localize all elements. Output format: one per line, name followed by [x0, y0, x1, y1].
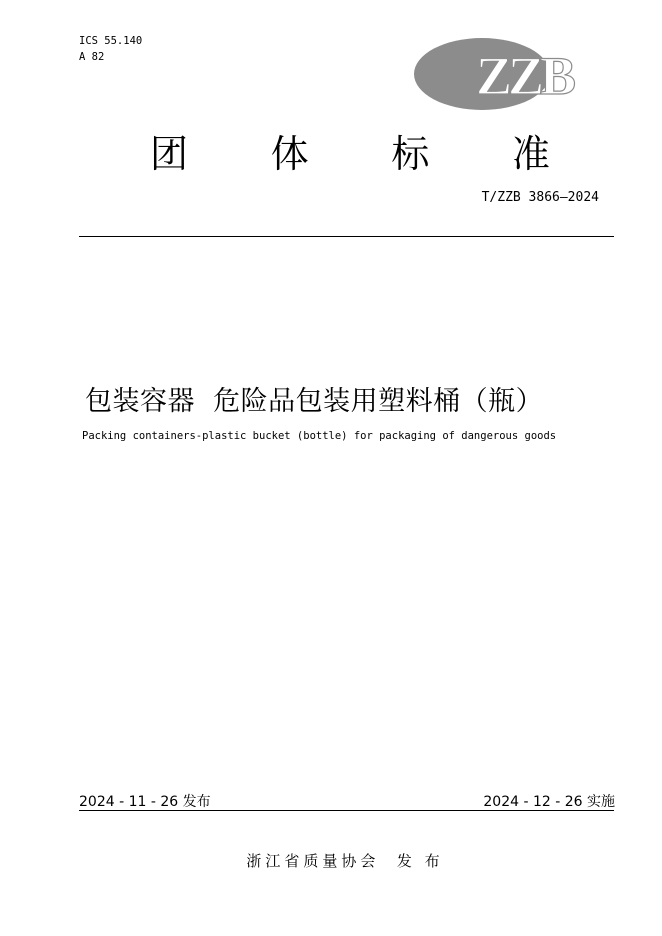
implementation-date: 2024 - 12 - 26 实施	[483, 794, 615, 810]
standard-type-char: 准	[511, 132, 550, 176]
footer-divider	[79, 810, 614, 811]
classification-codes	[79, 33, 142, 65]
header-divider	[79, 236, 614, 237]
publisher: 浙江省质量协会 发 布	[246, 852, 444, 870]
zzb-logo	[414, 36, 598, 112]
standard-type-char: 团	[150, 132, 189, 176]
ccs-code: A 82	[79, 51, 105, 63]
ics-code: ICS 55.140	[79, 35, 143, 47]
issue-date: 2024 - 11 - 26 发布	[79, 794, 211, 810]
title-chinese: 包装容器 危险品包装用塑料桶（瓶）	[85, 386, 544, 417]
standard-type-char: 体	[270, 132, 309, 176]
title-english: Packing containers-plastic bucket (bottle) for packaging of dangerous goods	[82, 430, 557, 442]
logo-text: ZZB	[476, 46, 573, 106]
standard-type-char: 标	[391, 132, 430, 176]
standard-number: T/ZZB 3866—2024	[481, 190, 599, 205]
standard-type	[150, 132, 550, 176]
